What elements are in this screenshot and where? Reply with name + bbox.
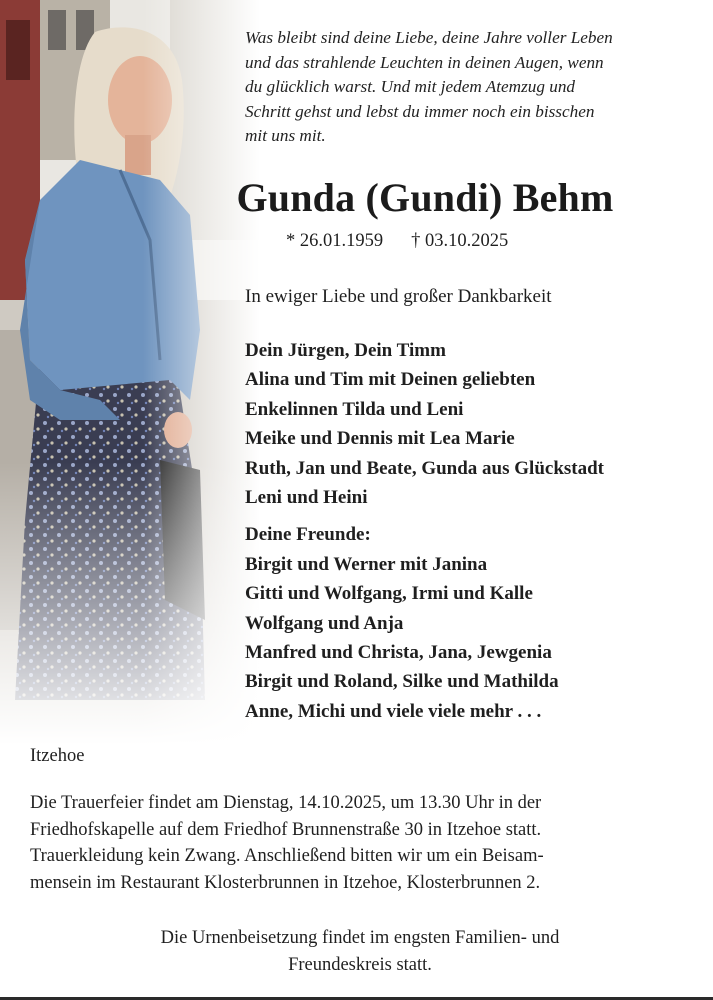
mourners-list xyxy=(245,336,604,726)
burial-line: Freundeskreis statt. xyxy=(288,954,432,975)
friends-line: Birgit und Roland, Silke und Mathilda xyxy=(245,671,559,693)
memorial-quote xyxy=(245,26,685,149)
burial-line: Die Urnenbeisetzung findet im engsten Familien- und xyxy=(160,928,560,948)
friends-line: Anne, Michi und viele viele mehr . . . xyxy=(245,700,542,722)
burial-note xyxy=(30,925,690,978)
service-line: Trauerkleidung kein Zwang. Anschließend bitten wir um ein Beisam- xyxy=(30,846,544,867)
quote-line: du glücklich warst. Und mit jedem Atemzug und xyxy=(245,77,576,97)
family-line: Dein Jürgen, Dein Timm xyxy=(245,340,446,361)
service-line: mensein im Restaurant Klosterbrunnen in Itzehoe, Klosterbrunnen 2. xyxy=(30,872,541,893)
quote-line: mit uns mit. xyxy=(245,126,326,146)
friends-line: Wolfgang und Anja xyxy=(245,612,404,634)
family-line: Meike und Dennis mit Lea Marie xyxy=(245,428,515,450)
dedication-line: In ewiger Liebe und großer Dankbarkeit xyxy=(245,286,552,307)
funeral-service-text xyxy=(30,790,685,896)
death-date: † 03.10.2025 xyxy=(411,231,509,251)
quote-line: und das strahlende Leuchten in deinen Augen, wenn xyxy=(245,52,604,72)
friends-line: Gitti und Wolfgang, Irmi und Kalle xyxy=(245,583,533,605)
city-name: Itzehoe xyxy=(30,746,85,766)
service-line: Friedhofskapelle auf dem Friedhof Brunnenstraße 30 in Itzehoe statt. xyxy=(30,819,542,840)
friends-line: Manfred und Christa, Jana, Jewgenia xyxy=(245,642,552,664)
group-spacer xyxy=(245,512,604,520)
family-line: Ruth, Jan und Beate, Gunda aus Glückstadt xyxy=(245,457,604,479)
quote-line: Was bleibt sind deine Liebe, deine Jahre voller Leben xyxy=(245,28,613,47)
service-line: Die Trauerfeier findet am Dienstag, 14.10.2025, um 13.30 Uhr in der xyxy=(30,793,542,813)
friends-heading: Deine Freunde: xyxy=(245,524,371,546)
quote-line: Schritt gehst und lebst du immer noch ein bisschen xyxy=(245,101,595,121)
deceased-name: Gunda (Gundi) Behm xyxy=(236,175,614,220)
life-dates xyxy=(286,229,508,253)
family-line: Alina und Tim mit Deinen geliebten xyxy=(245,369,536,391)
family-line: Leni und Heini xyxy=(245,487,368,509)
family-line: Enkelinnen Tilda und Leni xyxy=(245,398,464,420)
portrait-photo xyxy=(0,0,260,745)
friends-line: Birgit und Werner mit Janina xyxy=(245,553,488,575)
birth-date: * 26.01.1959 xyxy=(286,231,384,251)
